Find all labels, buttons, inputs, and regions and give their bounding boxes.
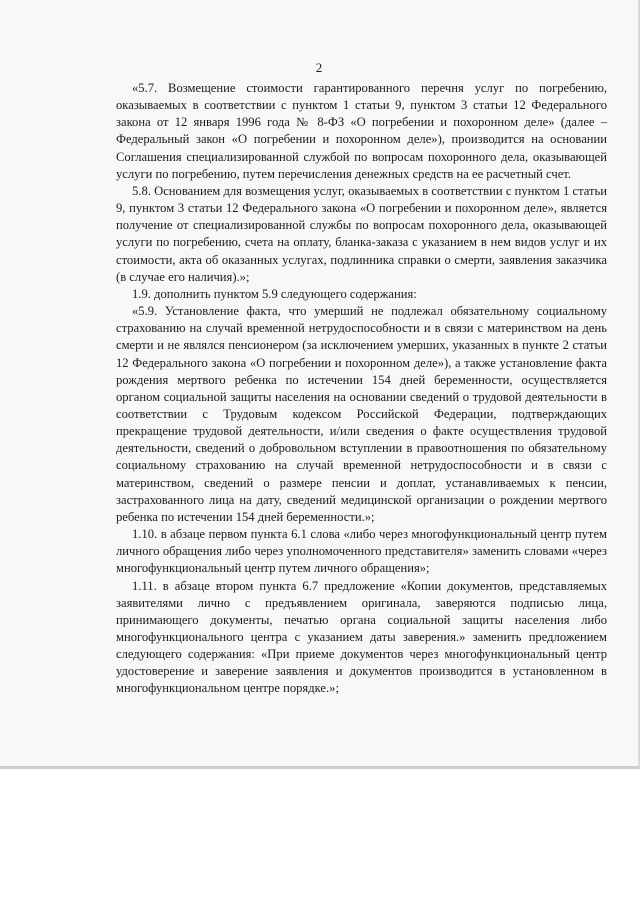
document-body <box>116 80 607 698</box>
paragraph-5-9: «5.9. Установление факта, что умерший не подлежал обязательному социальному страхованию на случай временной нетрудоспособности и в связи с материнством на день смерти и не являлся пенсионером (за исключением умерших, указанных в пункте 2 статьи 12 Федерального закона «О погребении и похоронном деле»), а также установление факта рождения мертвого ребенка по истечении 154 дней беременности, осуществляется органом социальной защиты населения на основании сведений о трудовой деятельности в соответствии с Трудовым кодексом Российской Федерации, подтверждающих прекращение трудовой деятельности, и/или сведения о факте осуществления трудовой деятельности, сведений о добровольном вступлении в правоотношения по обязательному социальному страхованию на случай временной нетрудоспособности и в связи с материнством, сведений о размере пенсии и доплат, устанавливаемых к пенсии, застрахованного лица на дату, сведений медицинской организации о рождении мертвого ребенка по истечении 154 дней беременности.»; <box>116 304 607 524</box>
paragraph-5-8: 5.8. Основанием для возмещения услуг, оказываемых в соответствии с пунктом 1 статьи 9, пунктом 3 статьи 12 Федерального закона «О погребении и похоронном деле», является получение от специализированной службы по вопросам похоронного дела, оказывающей услуги по погребению, счета на оплату, бланка-заказа с указанием в нем видов услуг и их стоимости, акта об оказанных услугах, подлинника справки о смерти, заявления заказчика (в случае его наличия).»; <box>116 183 607 284</box>
page-number: 2 <box>315 60 323 75</box>
paragraph-1-9: 1.9. дополнить пунктом 5.9 следующего содержания: <box>132 286 417 301</box>
paragraph-1-10: 1.10. в абзаце первом пункта 6.1 слова «либо через многофункциональный центр путем личного обращения либо через уполномоченного представителя» заменить словами «через многофункциональный центр путем личного обращения»; <box>116 527 607 576</box>
paragraph-1-11: 1.11. в абзаце втором пункта 6.7 предложение «Копии документов, представляемых заявителями лично с предъявлением оригинала, заверяются подписью лица, принимающего документы, печатью органа социальной защиты населения либо многофункционального центра с указанием даты заверения.» заменить предложением следующего содержания: «При приеме документов через многофункциональный центр удостоверение и заверение заявления и документов производится в установленном в многофункциональном центре порядке.»; <box>116 578 607 696</box>
paragraph-5-7: «5.7. Возмещение стоимости гарантированного перечня услуг по погребению, оказываемых в соответствии с пунктом 1 статьи 9, пунктом 3 статьи 12 Федерального закона от 12 января 1996 года № 8-ФЗ «О погребении и похоронном деле» (далее – Федеральный закон «О погребении и похоронном деле»), производится на основании Соглашения специализированной службой по вопросам похоронного дела, оказывающей услуги по погребению, путем перечисления денежных средств на ее расчетный счет. <box>116 81 607 181</box>
